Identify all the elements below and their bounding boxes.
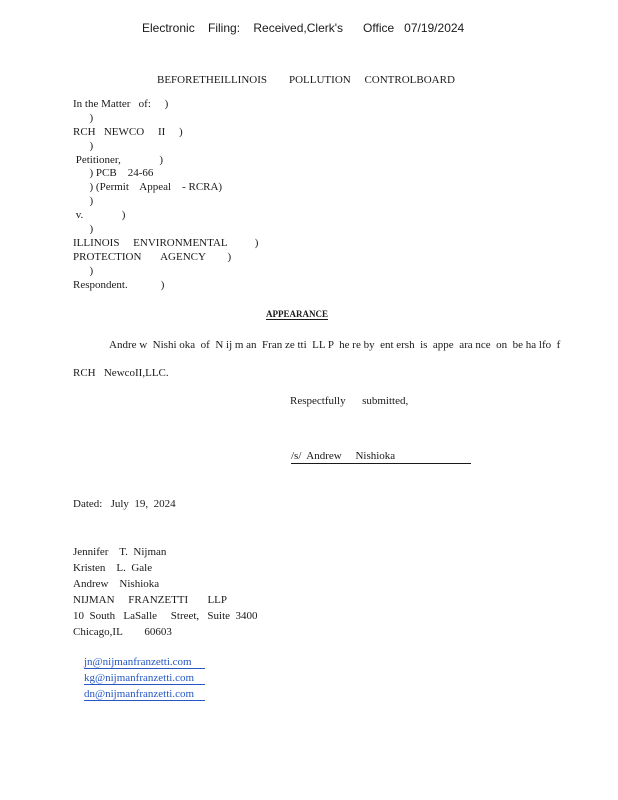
signature-line: /s/ Andrew Nishioka [291, 449, 471, 464]
board-title: BEFORETHEILLINOIS POLLUTION CONTROLBOARD [157, 74, 455, 86]
counsel-name: Jennifer T. Nijman [73, 546, 167, 558]
caption-line: Petitioner, ) [73, 154, 163, 166]
appearance-heading: APPEARANCE [266, 309, 328, 319]
caption-line: ) [73, 223, 94, 235]
caption-line: ) [73, 112, 94, 124]
counsel-name: Kristen L. Gale [73, 562, 153, 574]
counsel-name: Andrew Nishioka [73, 578, 160, 590]
closing: Respectfully submitted, [290, 395, 409, 407]
caption-line: ILLINOIS ENVIRONMENTAL ) [73, 237, 259, 249]
caption-line: v. ) [73, 209, 126, 221]
caption-line: ) [73, 195, 94, 207]
email-link[interactable]: dn@nijmanfranzetti.com [84, 688, 205, 701]
firm-name: NIJMAN FRANZETTI LLP [73, 594, 227, 606]
caption-line: ) (Permit Appeal - RCRA) [73, 181, 223, 193]
dated: Dated: July 19, 2024 [73, 498, 176, 510]
caption-line: ) PCB 24-66 [73, 167, 154, 179]
address-line-2: Chicago,IL 60603 [73, 626, 172, 638]
caption-line: Respondent. ) [73, 279, 165, 291]
caption-line: RCH NEWCO II ) [73, 126, 183, 138]
email-link[interactable]: jn@nijmanfranzetti.com [84, 656, 205, 669]
caption-line: In the Matter of: ) [73, 98, 169, 110]
email-link[interactable]: kg@nijmanfranzetti.com [84, 672, 205, 685]
email-row [73, 673, 205, 715]
caption-line: ) [73, 140, 94, 152]
appearance-body: Andre w Nishi oka of N ij m an Fran ze tti LL P he re by ent ersh is appe ara nce on be ha lfo f [109, 339, 561, 351]
address-line-1: 10 South LaSalle Street, Suite 3400 [73, 610, 258, 622]
caption-line: PROTECTION AGENCY ) [73, 251, 232, 263]
filing-stamp: Electronic Filing: Received,Clerk's Office 07/19/2024 [142, 21, 465, 35]
caption-line: ) [73, 265, 94, 277]
party-name: RCH NewcoII,LLC. [73, 367, 169, 379]
